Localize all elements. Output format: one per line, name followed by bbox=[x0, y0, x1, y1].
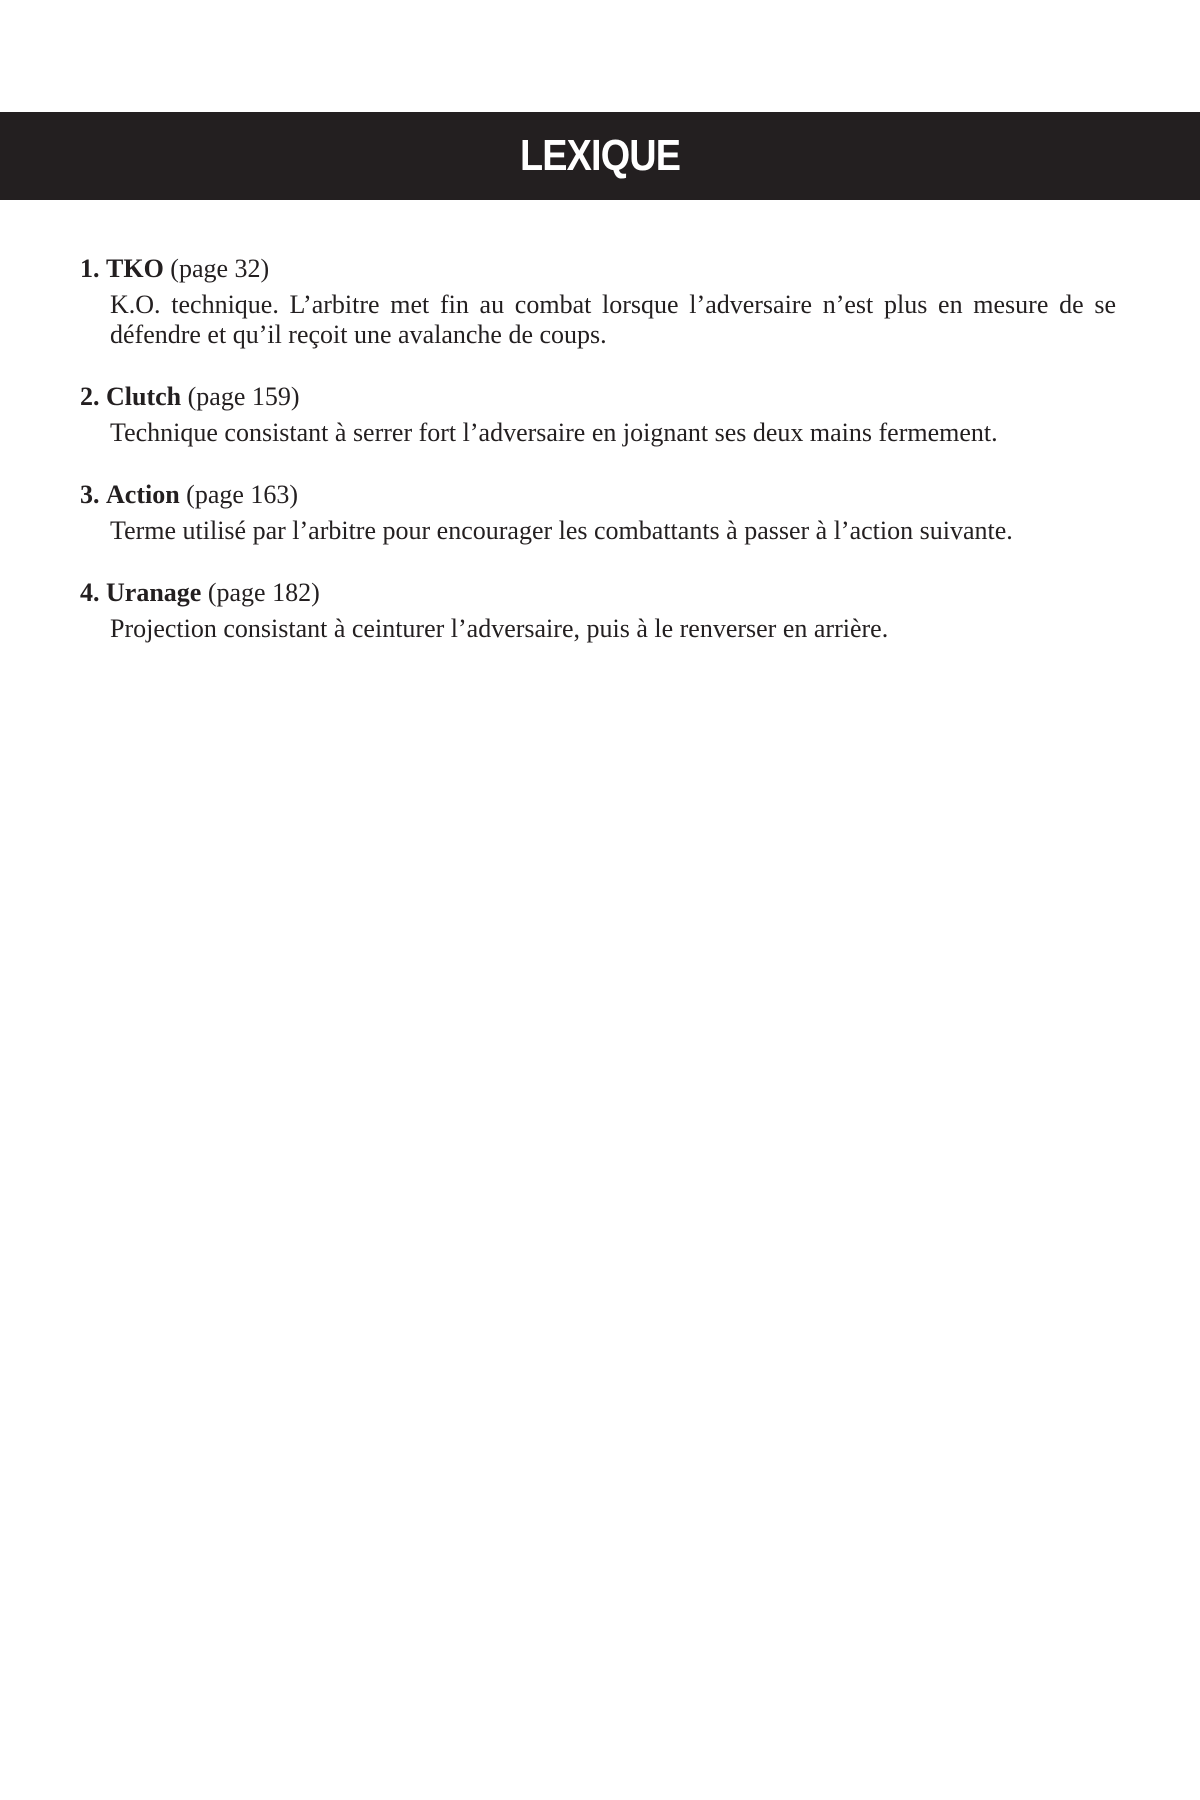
entry-heading bbox=[80, 378, 1116, 416]
entry-definition: Projection consistant à ceinturer l’adversaire, puis à le renverser en arrière. bbox=[110, 614, 889, 643]
entry-term: Clutch bbox=[106, 382, 182, 411]
entry-definition: K.O. technique. L’arbitre met fin au combat lorsque l’adversaire n’est plus en mesure de se défendre et qu’il reçoit une avalanche de coups. bbox=[110, 290, 1116, 349]
entry-number: 1. bbox=[80, 254, 100, 283]
glossary-entry bbox=[80, 250, 1116, 350]
entry-number: 3. bbox=[80, 480, 100, 509]
entry-heading bbox=[80, 476, 1116, 514]
glossary-entry bbox=[80, 574, 1116, 644]
entry-number: 2. bbox=[80, 382, 100, 411]
entry-definition: Terme utilisé par l’arbitre pour encourager les combattants à passer à l’action suivante. bbox=[110, 516, 1013, 545]
glossary-entry bbox=[80, 378, 1116, 448]
entry-term: Uranage bbox=[106, 578, 202, 607]
entry-page-ref: (page 182) bbox=[207, 578, 320, 607]
entry-heading bbox=[80, 574, 1116, 612]
page-title: LEXIQUE bbox=[519, 131, 681, 180]
entry-definition: Technique consistant à serrer fort l’adversaire en joignant ses deux mains fermement. bbox=[110, 418, 998, 447]
entry-page-ref: (page 32) bbox=[170, 254, 270, 283]
entry-term: TKO bbox=[106, 254, 164, 283]
entry-term: Action bbox=[106, 480, 180, 509]
entry-page-ref: (page 163) bbox=[186, 480, 299, 509]
title-bar bbox=[0, 112, 1200, 200]
glossary-list bbox=[80, 250, 1116, 672]
entry-heading bbox=[80, 250, 1116, 288]
entry-number: 4. bbox=[80, 578, 100, 607]
entry-page-ref: (page 159) bbox=[187, 382, 300, 411]
glossary-entry bbox=[80, 476, 1116, 546]
